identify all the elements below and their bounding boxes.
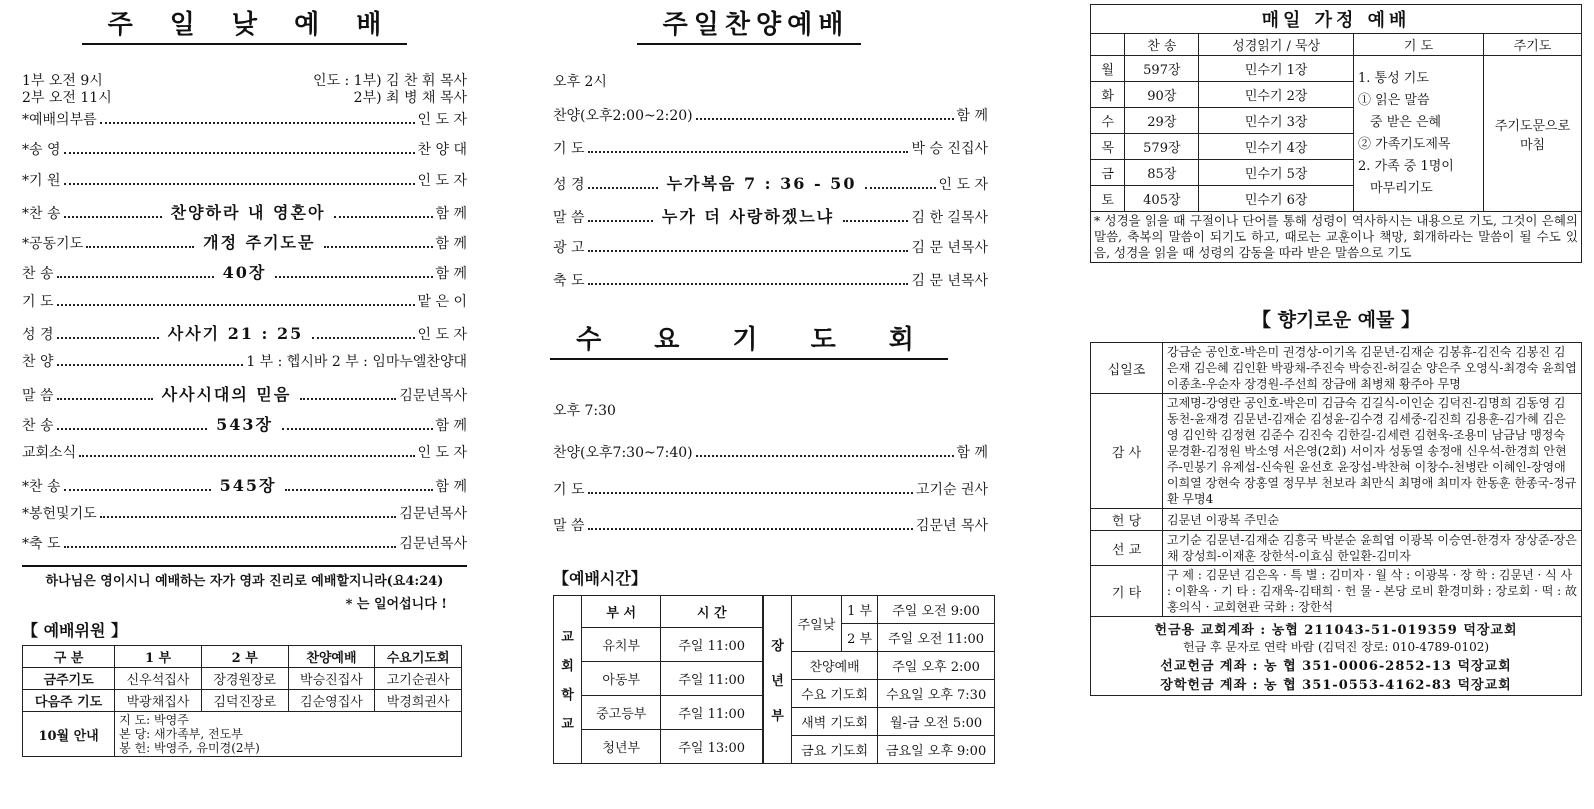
leader-dots <box>300 392 396 400</box>
order-content: 찬양하라 내 영혼아 <box>170 202 326 222</box>
order-row <box>22 473 467 503</box>
praise-order <box>553 105 988 303</box>
order-row <box>22 291 467 321</box>
schedule-title: 【예배시간】 <box>553 568 647 588</box>
daily-note: * 성경을 읽을 때 구절이나 단어를 통해 성령이 역사하시는 내용으로 기도, 그것이 은혜의 말씀, 축복의 말씀이 되기도 하고, 때로는 교훈이나 책망, 회개하라는 말씀이 될 수도 있음, 성경을 읽을 때 성령의 감동을 따라 받은 말씀으로 기도 <box>1090 212 1582 263</box>
leader-dots <box>696 449 954 457</box>
family-column <box>1090 0 1582 809</box>
order-leader: 맡 은 이 <box>417 293 467 310</box>
leader-dots <box>57 422 208 430</box>
daily-cell: 597장 <box>1125 56 1199 82</box>
daily-cell: 85장 <box>1125 160 1199 186</box>
offering-row <box>1091 394 1582 509</box>
prayer-line: 1. 통성 기도 <box>1358 70 1429 86</box>
adult-row <box>764 595 995 623</box>
school-row <box>554 661 763 695</box>
school-cell: 중고등부 <box>582 695 661 729</box>
committee-cell: 박승진집사 <box>288 668 375 690</box>
leader-dots <box>57 270 214 278</box>
leader-dots <box>100 116 415 124</box>
committee-cell: 김덕진장로 <box>201 690 288 712</box>
schedule-header: 부 서 <box>582 595 661 627</box>
daily-header: 기 도 <box>1354 34 1484 56</box>
offering-row <box>1091 343 1582 394</box>
order-leader: 함 께 <box>956 445 988 461</box>
daily-row <box>1091 56 1582 82</box>
adult-time: 수요일 오후 7:30 <box>878 679 995 707</box>
order-leader: 김 문 년목사 <box>911 273 988 289</box>
order-label: *기 원 <box>22 172 61 189</box>
daily-cell: 월 <box>1091 56 1125 82</box>
order-leader: 함 께 <box>435 236 468 253</box>
order-leader: 박 승 진집사 <box>911 141 988 157</box>
leader-2: 2부) 최 병 채 목사 <box>353 90 467 106</box>
leader-dots <box>588 522 913 530</box>
praise-time: 오후 2시 <box>553 74 607 90</box>
committee-cell: 금주기도 <box>23 668 115 690</box>
order-leader: 함 께 <box>435 478 468 495</box>
order-label: *예배의부름 <box>22 112 97 128</box>
order-label: *봉헌및기도 <box>22 505 97 522</box>
offering-label: 십일조 <box>1091 343 1163 394</box>
adult-part: 2 부 <box>841 623 877 651</box>
order-leader: 인 도 자 <box>417 112 467 128</box>
order-leader: 김 문 년목사 <box>911 240 988 256</box>
leader-dots <box>696 112 954 120</box>
adult-label: 장 년 부 <box>764 595 792 763</box>
order-leader: 김문년 목사 <box>915 518 988 534</box>
adult-dept: 수요 기도회 <box>792 679 878 707</box>
leader-dots <box>86 240 194 248</box>
daily-header: 주기도 <box>1484 34 1582 56</box>
daily-cell: 민수기 1장 <box>1199 56 1354 82</box>
account-mission: 선교헌금 계좌 : 농 협 351-0006-2852-13 덕장교회 <box>1160 659 1512 674</box>
daily-cell: 토 <box>1091 186 1125 212</box>
order-leader: 찬 양 대 <box>417 142 467 159</box>
leader-dots <box>64 146 415 154</box>
time-2: 2부 오전 11시 <box>22 90 112 106</box>
offering-title: 【 향기로운 예물 】 <box>1252 309 1420 331</box>
school-cell: 청년부 <box>582 729 661 763</box>
committee-table <box>22 645 462 757</box>
prayer-line: 2. 가족 중 1명이 <box>1358 158 1454 174</box>
committee-header: 1 부 <box>115 646 202 668</box>
order-content: 사사기 21 : 25 <box>167 324 304 344</box>
praise-title: 주일찬양예배 <box>637 4 862 45</box>
accounts <box>1090 617 1582 696</box>
adult-row <box>764 735 995 763</box>
daily-cell: 579장 <box>1125 134 1199 160</box>
leader-dots <box>588 486 913 494</box>
daily-cell: 금 <box>1091 160 1125 186</box>
leader-dots <box>64 540 397 548</box>
order-label: 성 경 <box>22 327 54 344</box>
sunday-order <box>22 109 467 563</box>
leader-dots <box>588 244 909 252</box>
adult-dept: 찬양예배 <box>792 651 878 679</box>
order-row <box>553 479 988 516</box>
leader-dots <box>865 181 935 189</box>
committee-header: 찬양예배 <box>288 646 375 668</box>
school-cell: 주일 11:00 <box>661 627 763 661</box>
school-row <box>554 695 763 729</box>
oct-line: 본 당: 새가족부, 전도부 <box>119 727 243 742</box>
order-row <box>22 321 467 351</box>
order-content: 40장 <box>222 263 267 283</box>
school-label: 교 회 학 교 <box>554 595 582 763</box>
leader-dots <box>100 510 397 518</box>
offering-names: 김문년 이광복 주민순 <box>1163 509 1582 531</box>
order-label: 찬 양 <box>22 354 54 371</box>
order-label: 찬 송 <box>22 417 54 434</box>
leader-dots <box>57 358 244 366</box>
praise-column <box>553 0 1005 809</box>
order-content: 543장 <box>216 414 273 434</box>
leader-dots <box>64 177 415 185</box>
order-leader: 인 도 자 <box>938 177 988 193</box>
order-leader: 함 께 <box>435 205 468 222</box>
leader-dots <box>282 422 433 430</box>
committee-header: 수요기도회 <box>375 646 462 668</box>
order-row <box>22 442 467 472</box>
sunday-service-column <box>22 0 467 809</box>
leader-dots <box>588 145 909 153</box>
account-main: 헌금용 교회계좌 : 농협 211043-51-019359 덕장교회 <box>1154 623 1518 638</box>
adult-time: 금요일 오후 9:00 <box>878 735 995 763</box>
committee-header: 2 부 <box>201 646 288 668</box>
daily-cell: 화 <box>1091 82 1125 108</box>
offering-label: 선 교 <box>1091 531 1163 566</box>
order-row <box>22 139 467 169</box>
offering-names: 고기순 김문년-김재순 김흥국 박분순 윤희엽 이광복 이승연-한경자 장상준-장은채 장성희-이재훈 장한석-이효심 한일환-김미자 <box>1163 531 1582 566</box>
offering-row <box>1091 509 1582 531</box>
order-row <box>553 442 988 479</box>
school-row <box>554 627 763 661</box>
committee-title: 【 예배위원 】 <box>22 621 127 641</box>
schedule-tables <box>553 595 1005 764</box>
time-1: 1부 오전 9시 <box>22 73 103 89</box>
stand-note: * 는 일어섭니다 ! <box>345 597 447 613</box>
daily-cell: 민수기 6장 <box>1199 186 1354 212</box>
order-label: 말 씀 <box>553 210 585 226</box>
leader-dots <box>588 214 653 222</box>
daily-cell: 민수기 5장 <box>1199 160 1354 186</box>
order-row <box>553 515 988 552</box>
order-row <box>553 204 988 237</box>
prayer-line: ① 읽은 말씀 <box>1358 92 1430 108</box>
school-cell: 주일 11:00 <box>661 661 763 695</box>
order-label: 말 씀 <box>22 387 54 404</box>
offering-names: 강금순 공인호-박은미 권경상-이기옥 김문년-김재순 김봉휴-김진숙 김봉진 김은재 김은혜 김인환 박광채-주진숙 박승진-허길순 양은주 오영식-최경숙 윤희엽 이종초-우순자 장경원-주선희 장금애 최병채 황주아 무명 <box>1163 343 1582 394</box>
daily-cell: 민수기 3장 <box>1199 108 1354 134</box>
daily-header <box>1091 34 1125 56</box>
order-label: 기 도 <box>22 293 54 310</box>
leader-dots <box>64 483 211 491</box>
leader-dots <box>79 449 414 457</box>
order-label: *공동기도 <box>22 236 84 253</box>
order-row <box>553 138 988 171</box>
adult-time: 월-금 오전 5:00 <box>878 707 995 735</box>
daily-title: 매일 가정 예배 <box>1091 5 1582 34</box>
order-row <box>22 230 467 260</box>
order-label: 기 도 <box>553 481 585 498</box>
verse: 하나님은 영이시니 예배하는 자가 영과 진리로 예배할지니라(요4:24) <box>22 565 467 589</box>
order-label: 찬양(오후7:30~7:40) <box>553 445 693 461</box>
prayer-line: 마무리기도 <box>1370 180 1433 196</box>
daily-worship-table <box>1090 4 1582 212</box>
school-cell: 주일 11:00 <box>661 695 763 729</box>
wednesday-title: 수 요 기 도 회 <box>550 319 948 360</box>
order-label: 광 고 <box>553 240 585 256</box>
daily-lord: 주기도문으로 마침 <box>1484 56 1582 212</box>
order-label: *찬 송 <box>22 478 61 495</box>
committee-row <box>23 668 462 690</box>
order-row <box>22 260 467 290</box>
prayer-line: ② 가족기도제목 <box>1358 136 1451 152</box>
leader-dots <box>275 270 432 278</box>
account-scholarship: 장학헌금 계좌 : 농 협 351-0553-4162-83 덕장교회 <box>1160 678 1512 693</box>
order-leader: 인 도 자 <box>417 327 468 344</box>
order-content: 누가 더 사랑하겠느냐 <box>661 207 835 226</box>
order-leader: 고기순 권사 <box>915 481 988 498</box>
order-label: 말 씀 <box>553 518 585 534</box>
offering-table <box>1090 342 1582 617</box>
order-row <box>22 412 467 442</box>
adult-dept: 새벽 기도회 <box>792 707 878 735</box>
offering-names: 구 제 : 김문년 김은옥 · 특 별 : 김미자 · 월 삭 : 이광복 · 장 학 : 김문년 · 식 사 : 이환옥 · 기 타 : 김재욱-김태희 · 헌 물 - 본당 로비 환경미화 : 장로회 · 떡 : 故홍의식 · 교회현관 국화 : 장한석 <box>1163 566 1582 617</box>
daily-header-row <box>1091 34 1582 56</box>
leader-dots <box>843 214 908 222</box>
leader-dots <box>588 277 909 285</box>
committee-cell: 장경원장로 <box>201 668 288 690</box>
committee-cell: 고기순권사 <box>375 668 462 690</box>
leader-1: 인도 : 1부) 김 찬 휘 목사 <box>313 73 467 89</box>
committee-cell: 다음주 기도 <box>23 690 115 712</box>
offering-row <box>1091 566 1582 617</box>
offering-label: 헌 당 <box>1091 509 1163 531</box>
daily-title-row <box>1091 5 1582 34</box>
school-header-row <box>554 595 763 627</box>
daily-cell: 90장 <box>1125 82 1199 108</box>
wednesday-time: 오후 7:30 <box>553 403 616 419</box>
order-row <box>553 171 988 204</box>
leader-dots <box>57 392 153 400</box>
order-label: *찬 송 <box>22 205 61 222</box>
order-content: 545장 <box>219 475 277 495</box>
order-label: 성 경 <box>553 177 585 193</box>
leader-dots <box>324 240 432 248</box>
order-leader: 함 께 <box>435 417 468 434</box>
prayer-line: 중 받은 은혜 <box>1370 114 1442 130</box>
order-leader: 1 부 : 헵시바 2 부 : 임마누엘찬양대 <box>246 354 467 371</box>
schedule-header: 시 간 <box>661 595 763 627</box>
wednesday-order <box>553 442 988 552</box>
committee-header: 구 분 <box>23 646 115 668</box>
leader-dots <box>334 210 432 218</box>
order-label: *축 도 <box>22 536 61 553</box>
order-content: 누가복음 7 : 36 - 50 <box>666 174 857 193</box>
committee-cell: 김순영집사 <box>288 690 375 712</box>
order-leader: 김 한 길목사 <box>911 210 988 226</box>
adult-part: 1 부 <box>841 595 877 623</box>
committee-cell: 신우석집사 <box>115 668 202 690</box>
leader-dots <box>57 298 415 306</box>
adult-row <box>764 651 995 679</box>
committee-cell: 박광채집사 <box>115 690 202 712</box>
account-note: 헌금 후 문자로 연락 바람 (김덕진 장로: 010-4789-0102) <box>1182 640 1490 654</box>
school-row <box>554 729 763 763</box>
leader-dots <box>312 331 414 339</box>
leader-dots <box>57 331 159 339</box>
order-label: 찬 송 <box>22 266 54 283</box>
order-row <box>22 503 467 533</box>
adult-time: 주일 오전 11:00 <box>878 623 995 651</box>
order-label: *송 영 <box>22 142 61 159</box>
school-cell: 아동부 <box>582 661 661 695</box>
offering-label: 감 사 <box>1091 394 1163 509</box>
daily-cell: 목 <box>1091 134 1125 160</box>
adult-table <box>763 595 995 764</box>
order-row <box>553 237 988 270</box>
order-row <box>553 270 988 303</box>
order-leader: 김문년목사 <box>399 536 467 553</box>
oct-line: 지 도: 박영주 <box>119 713 189 728</box>
committee-cell: 박경희권사 <box>375 690 462 712</box>
daily-cell: 민수기 2장 <box>1199 82 1354 108</box>
adult-dept: 금요 기도회 <box>792 735 878 763</box>
school-cell: 유치부 <box>582 627 661 661</box>
daily-cell: 수 <box>1091 108 1125 134</box>
committee-row <box>23 690 462 712</box>
daily-cell: 405장 <box>1125 186 1199 212</box>
order-row <box>22 109 467 139</box>
leader-dots <box>64 210 162 218</box>
sunday-title: 주 일 낮 예 배 <box>82 4 408 45</box>
adult-dept: 주일낮 <box>792 595 842 651</box>
oct-label: 10월 안내 <box>23 712 115 757</box>
school-table <box>553 595 763 764</box>
order-row <box>22 533 467 563</box>
order-content: 개정 주기도문 <box>203 233 316 253</box>
order-leader: 김문년목사 <box>399 505 467 522</box>
adult-row <box>764 707 995 735</box>
order-label: 찬양(오후2:00~2:20) <box>553 108 693 124</box>
order-row <box>553 105 988 138</box>
daily-header: 성경읽기 / 묵상 <box>1199 34 1354 56</box>
offering-row <box>1091 531 1582 566</box>
leader-dots <box>588 181 658 189</box>
order-label: 축 도 <box>553 273 585 289</box>
daily-cell: 민수기 4장 <box>1199 134 1354 160</box>
adult-row <box>764 679 995 707</box>
order-label: 기 도 <box>553 141 585 157</box>
adult-time: 주일 오후 2:00 <box>878 651 995 679</box>
daily-cell: 29장 <box>1125 108 1199 134</box>
daily-header: 찬 송 <box>1125 34 1199 56</box>
order-label: 교회소식 <box>22 445 77 462</box>
order-leader: 인 도 자 <box>417 172 467 189</box>
order-leader: 인 도 자 <box>417 445 467 462</box>
order-row <box>22 351 467 381</box>
oct-line: 봉 헌: 박영주, 유미경(2부) <box>119 741 260 756</box>
order-leader: 함 께 <box>435 266 468 283</box>
order-leader: 함 께 <box>956 108 988 124</box>
order-row <box>22 382 467 412</box>
oct-notice <box>115 712 462 757</box>
daily-prayer <box>1354 56 1484 212</box>
order-row <box>22 170 467 200</box>
school-cell: 주일 13:00 <box>661 729 763 763</box>
order-row <box>22 200 467 230</box>
order-content: 사사시대의 믿음 <box>161 384 292 404</box>
order-leader: 김문년목사 <box>399 387 468 404</box>
leader-dots <box>285 483 432 491</box>
adult-time: 주일 오전 9:00 <box>878 595 995 623</box>
offering-label: 기 타 <box>1091 566 1163 617</box>
offering-names: 고제명-강영란 공인호-박은미 김금숙 김길식-이인순 김덕진-김명희 김동영 김동천-윤재경 김문년-김재순 김성윤-김수경 김세중-김진희 김용훈-김가혜 김은영 김인학 김정현 김준수 김진숙 김한길-김세련 김현욱-조용미 남금남 맹정숙 문경환-김정원 박소영 서은영(2회) 서이자 성동열 송정애 신우석-한경희 안현주-민봉기 유제섭-신숙원 윤선호 윤장섭-박찬혀 이창수-천병란 이혜인-장영애 이희열 장현숙 장홍열 정무부 천보라 최만식 최명애 최미자 한동훈 한종국-정규환 무명4 <box>1163 394 1582 509</box>
